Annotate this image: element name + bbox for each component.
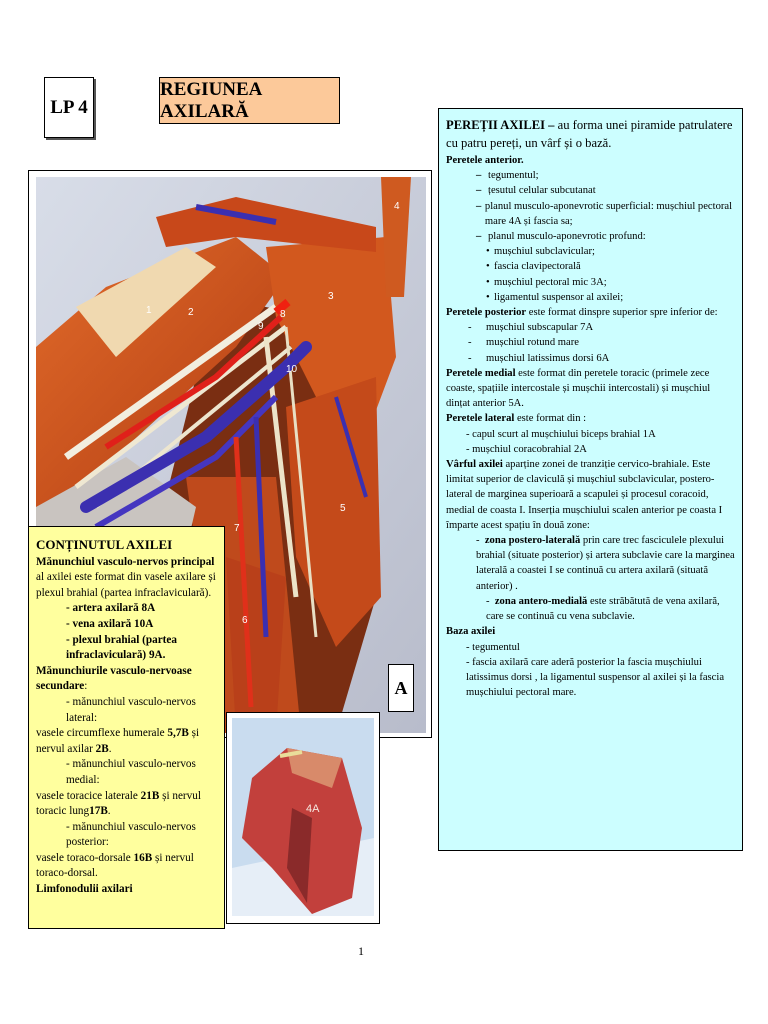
posterior-item: - mușchiul subscapular 7A [468,322,594,334]
content-item-plexus: - plexul brahial (partea infraclaviculară) 9A. [66,633,177,662]
posterior-wall-heading: Peretele posterior este format dinspre superior spre inferior de: [446,307,718,319]
figure-number-4: 4 [394,201,400,212]
base-item: - fascia axilară care aderă posterior la fascia mușchiului latissimus dorsi , la ligamentul suspensor al axilei și la fascia mușchiului pectoral mare. [466,656,725,699]
posterior-item: - mușchiul rotund mare [468,337,579,349]
content-lateral-title: - mănunchiul vasculo-nervos lateral: [66,695,196,724]
pectoral-muscle-photo [232,718,374,916]
pectoral-muscle-image [232,718,374,916]
content-medial-text: vasele toracice laterale 21B și nervul toracic lung17B. [36,789,201,818]
anterior-item: – planul musculo-aponevrotic profund: [476,231,646,243]
figure-number-5: 5 [340,503,346,514]
content-heading: CONȚINUTUL AXILEI [36,537,173,552]
anterior-sub-item: • mușchiul pectoral mic 3A; [486,276,607,288]
content-medial-title: - mănunchiul vasculo-nervos medial: [66,758,196,786]
base-heading: Baza axilei [446,626,496,638]
content-secondary-heading: Mănunchiurile vasculo-nervoase secundare: [36,664,192,693]
figure-number-9: 9 [258,321,264,332]
figure-number-10: 10 [286,364,298,375]
lateral-item: - mușchiul coracobrahial 2A [466,443,587,455]
base-item: - tegumentul [466,641,520,653]
anterior-sub-item: • ligamentul suspensor al axilei; [486,291,624,303]
page-title: REGIUNEA AXILARĂ [160,78,262,122]
content-item-vein: - vena axilară 10A [66,617,154,630]
anterior-item: – tegumentul; [476,170,539,182]
figure-number-7: 7 [234,523,240,534]
apex-text: Vârful axilei aparține zonei de tranziție cervico-brahiale. Este limitat superior de claviculă și mușchiul subclavicular, postero-lateral de marginea superioară a scapulei și procesul coracoid, medial de coasta I. Inserția mușchiului scalen anterior pe coasta I împarte acest spațiu în două zone: [446,459,723,531]
content-posterior-text: vasele toraco-dorsale 16B și nervul toraco-dorsal. [36,851,194,880]
content-lymph-nodes: Limfonodulii axilari [36,883,133,896]
figure-number-3: 3 [328,291,334,302]
posterior-item: - mușchiul latissimus dorsi 6A [468,352,610,364]
content-item-artery: - artera axilară 8A [66,602,156,615]
lateral-item: - capul scurt al mușchiului biceps brahial 1A [466,428,656,440]
anterior-wall-heading: Peretele anterior. [446,155,524,166]
anterior-sub-item: • fascia clavipectorală [486,261,581,273]
content-main-bundle: Mănunchiul vasculo-nervos principal al axilei este format din vasele axilare și plexul brahial (partea infraclaviculară). [36,555,216,599]
anterior-sub-item: • mușchiul subclavicular; [486,246,595,258]
content-posterior-title: - mănunchiul vasculo-nervos posterior: [66,820,196,849]
figure-number-1: 1 [146,305,152,316]
figure-number-6: 6 [242,615,248,626]
figure-number-2: 2 [188,307,194,318]
content-lateral-text: vasele circumflexe humerale 5,7B și nervul axilar 2B. [36,727,200,755]
lp-label: LP 4 [50,96,88,118]
page-number: 1 [358,944,364,958]
page-title-box [159,77,340,124]
figure-a-letter: A [394,677,408,698]
anterior-item: – țesutul celular subcutanat [476,185,596,197]
lp-label-box [44,77,94,138]
anterior-item: – planul musculo-aponevrotic superficial: mușchiul pectoral mare 4A și fascia sa; [476,200,733,227]
figure-number-8: 8 [280,309,286,320]
lateral-wall-heading: Peretele lateral este format din : [446,413,587,425]
figure-a-label [388,664,414,712]
axilla-content-box [28,526,225,929]
axilla-walls-box [438,108,743,851]
medial-wall-text: Peretele medial este format din peretele toracic (primele zece coaste, spațiile intercostale și mușchii intercostali) și mușchiul dințat anterior 5A. [446,367,711,410]
apex-zone-antero-medial: - zona antero-medială este străbătută de vena axilară, care se continuă cu vena subclavie. [486,595,720,623]
apex-zone-postero-lateral: - zona postero-laterală prin care trec fasciculele plexului brahial (situate posterior) și artera subclavie care la marginea laterală a coastei I se continuă cu artera axilară (situată anterior) . [476,535,735,592]
small-photo-label: 4A [306,803,320,815]
walls-intro: PEREȚII AXILEI – au forma unei piramide patrulatere cu patru pereți, un vârf și o bază. [446,118,733,150]
